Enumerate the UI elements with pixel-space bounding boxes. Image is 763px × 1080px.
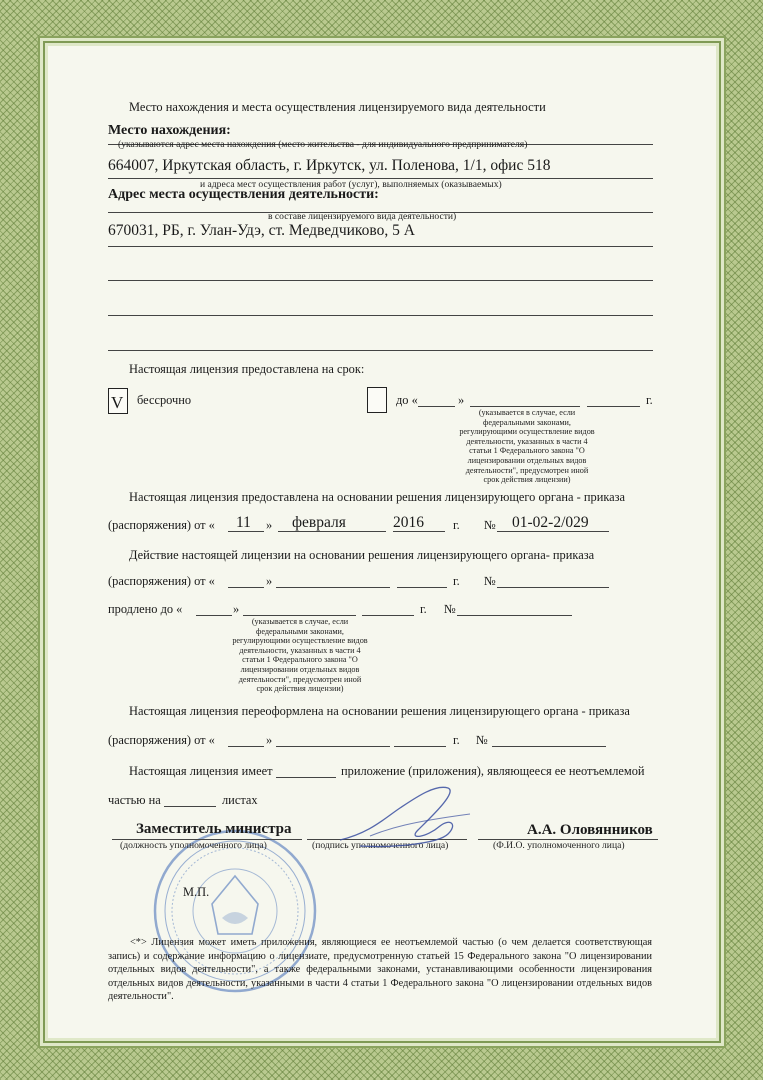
until-year-line: [587, 406, 640, 407]
extension-year-line: [397, 587, 447, 588]
extension-line-1: Действие настоящей лицензии на основании решения лицензирующего органа- приказа: [129, 548, 595, 562]
basis-number-line: [497, 531, 609, 532]
reissue-month-line: [276, 746, 390, 747]
until-note: (указывается в случае, если федеральными законами, регулирующими осуществление видов деятельности, указанных в части 4 статьи 1 Федерального закона "О лицензировании отдельных видов деятельности", предусмотрен иной срок действия лицензии): [459, 408, 595, 485]
activity-address-hint-2: в составе лицензируемого вида деятельности): [268, 211, 457, 222]
reissue-number-line: [492, 746, 606, 747]
location-value: 664007, Иркутская область, г. Иркутск, ул. Поленова, 1/1, офис 518: [108, 157, 551, 174]
signature-hint: (подпись уполномоченного лица): [312, 840, 449, 851]
activity-address-hint-1: и адреса мест осуществления работ (услуг), выполняемых (оказываемых): [200, 179, 502, 190]
extension-number-line: [497, 587, 609, 588]
footnote: <*> Лицензия может иметь приложения, являющиеся ее неотъемлемой частью (о чем делается соответствующая запись) и содержание информацию о лицензиате, предусмотренную статьей 15 Федерального закона "О лицензировании отдельных видов деятельности", а также федеральными законами, устанавливающими особенности лицензирования отдельных видов деятельности, указанными в части 4 статьи 1 Федерального закона "О лицензировании отдельных видов деятельности".: [108, 937, 652, 1003]
blank-line-1: [108, 280, 653, 281]
basis-number-sign: №: [484, 518, 496, 532]
indefinite-checkbox: [108, 388, 128, 414]
extension-note: (указывается в случае, если федеральными законами, регулирующими осуществление видов деятельности, указанных в части 4 статьи 1 Федерального закона "О лицензировании отдельных видов деятельности", предусмотрен иной срок действия лицензии): [232, 617, 368, 694]
location-hint: (указываются адрес места нахождения (место жительства - для индивидуального предпринимателя): [118, 139, 528, 150]
until-day-line: [418, 406, 455, 407]
until-year-suffix: г.: [646, 393, 653, 407]
extension-day-line: [228, 587, 264, 588]
extended-month-line: [243, 615, 356, 616]
extended-number-sign: №: [444, 602, 456, 616]
extension-number-sign: №: [484, 574, 496, 588]
extended-number-line: [457, 615, 572, 616]
reissue-day-line: [228, 746, 264, 747]
handwritten-signature: [330, 778, 480, 858]
term-intro: Настоящая лицензия предоставлена на срок:: [129, 362, 365, 376]
activity-address-value: 670031, РБ, г. Улан-Удэ, ст. Медведчиково, 5 А: [108, 222, 415, 239]
reissue-quote-close: »: [266, 733, 273, 747]
extension-line-2-prefix: (распоряжения) от «: [108, 574, 215, 588]
basis-month-line: [278, 531, 386, 532]
signatory-position: Заместитель министра: [136, 821, 292, 837]
extension-year-suffix: г.: [453, 574, 460, 588]
extended-quote-close: »: [233, 602, 240, 616]
reissue-line-1: Настоящая лицензия переоформлена на основании решения лицензирующего органа - приказа: [129, 704, 630, 718]
blank-line-2: [108, 315, 653, 316]
until-checkbox: [367, 387, 387, 413]
indefinite-check-mark: V: [111, 393, 124, 412]
basis-quote-close: »: [266, 518, 273, 532]
basis-year-suffix: г.: [453, 518, 460, 532]
until-date-prefix: до «: [396, 393, 418, 407]
basis-month: февраля: [292, 514, 346, 531]
page-title: Место нахождения и места осуществления лицензируемого вида деятельности: [129, 100, 546, 114]
activity-address-label: Адрес места осуществления деятельности:: [108, 187, 379, 202]
blank-line-3: [108, 350, 653, 351]
until-quote-close: »: [458, 393, 465, 407]
extension-quote-close: »: [266, 574, 273, 588]
extended-year-suffix: г.: [420, 602, 427, 616]
basis-year: 2016: [393, 514, 424, 531]
basis-day-line: [228, 531, 264, 532]
appendix-line-2-b: листах: [222, 793, 258, 807]
appendix-line-1-a: Настоящая лицензия имеет: [129, 764, 273, 778]
until-month-line: [470, 406, 580, 407]
name-hint: (Ф.И.О. уполномоченного лица): [493, 840, 625, 851]
indefinite-label: бессрочно: [137, 393, 192, 407]
extended-until-prefix: продлено до «: [108, 602, 183, 616]
reissue-year-line: [394, 746, 446, 747]
reissue-number-sign: №: [476, 733, 488, 747]
appendix-count-line: [276, 777, 336, 778]
basis-day: 11: [236, 514, 251, 531]
basis-number: 01-02-2/029: [512, 514, 589, 531]
basis-line-1: Настоящая лицензия предоставлена на основании решения лицензирующего органа - приказа: [129, 490, 626, 504]
reissue-year-suffix: г.: [453, 733, 460, 747]
seal-mark-label: М.П.: [183, 885, 210, 899]
appendix-line-2-a: частью на: [108, 793, 161, 807]
appendix-line-1-b: приложение (приложения), являющееся ее неотъемлемой: [341, 764, 645, 778]
signatory-name: А.А. Оловянников: [527, 822, 653, 838]
appendix-sheets-line: [164, 806, 216, 807]
reissue-line-2-prefix: (распоряжения) от «: [108, 733, 215, 747]
location-label: Место нахождения:: [108, 123, 231, 138]
basis-line-2-prefix: (распоряжения) от «: [108, 518, 215, 532]
extended-year-line: [362, 615, 414, 616]
basis-year-line: [393, 531, 445, 532]
position-hint: (должность уполномоченного лица): [120, 840, 267, 851]
activity-address-line-2: [108, 246, 653, 247]
extended-day-line: [196, 615, 232, 616]
extension-month-line: [276, 587, 390, 588]
